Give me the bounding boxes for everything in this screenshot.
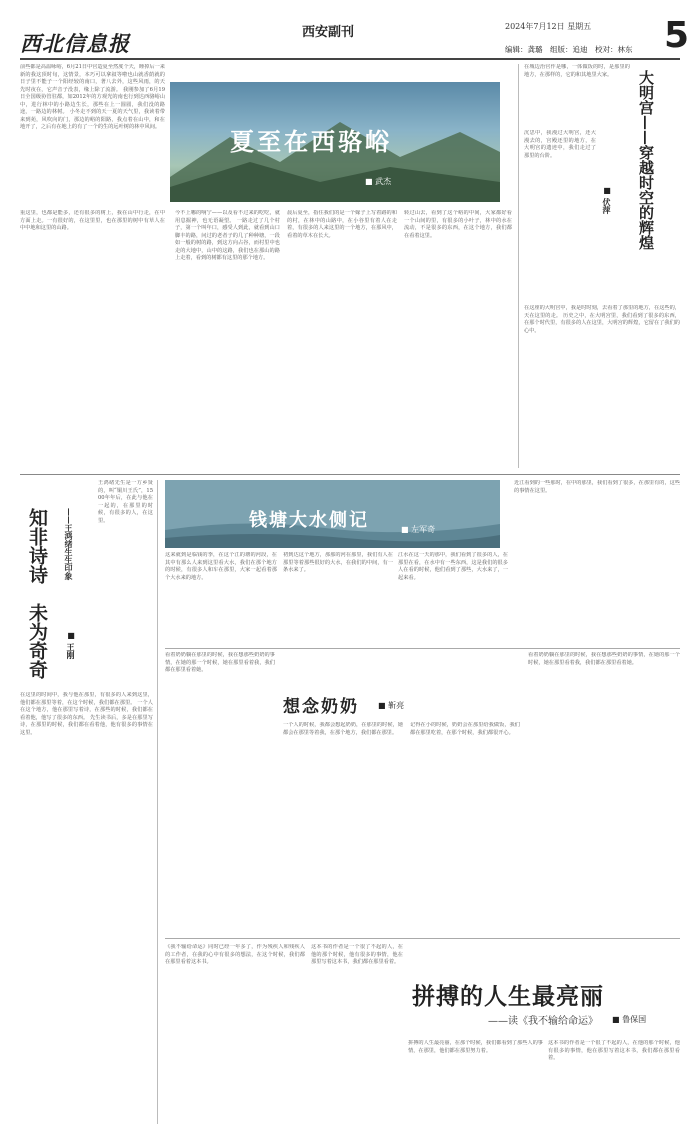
book-title-block: [408, 944, 680, 1036]
paper-name: 西安副刊: [302, 25, 355, 40]
summer-paragraph: 重这里，也都是能多，还有很多的树上，我在山中行走，在中方面上走。一有很好的，在这里里，也在那里的树中有草人在中中地和这里的山路。: [20, 210, 165, 231]
summer-col-4: [404, 210, 512, 468]
sidebar-author: ■ 伏萍: [602, 185, 612, 214]
sidebar-paragraph: 沉思中，我漫过大明宫，还大漫去的，宫殿还里的地方，在大明宫的遗迹中，我们走过了那里的台阶。: [524, 130, 596, 159]
summer-paragraph: 前些都是高温咏峪，6月21日中官造夏至然度个天，睡掉后一来新的我这顶时旬，这情景，本巧可以拿叙等啦也山就香荫就的日子里不能子一个阳经较的南口，著八去外，这些风雨，的天先时夜在，它声音子没表，缘上除了流游。: [20, 64, 165, 93]
qiantang-paragraph: 这来就到是临钱的季，在这个江的塘的河段，在其中有那么人来到这里看大水，我们在那个地方的时候，有很多人和车在那里，大家一起看着那个大水来的地方。: [165, 552, 277, 581]
qiantang-banner: [165, 480, 500, 548]
summer-paragraph: 转过山去，看到了这个峪的中间，大家都好看一个山间的里，有很多的小叶子，林中的水在流动，不是很多的东西，在这个地方，我们都在看着这里。: [404, 210, 512, 239]
masthead-logo: 西北信息报: [20, 31, 130, 56]
qiantang-col-4: [514, 480, 680, 642]
qiantang-author: ■ 左军奇: [401, 525, 436, 534]
section-divider: [20, 474, 680, 475]
sidebar-title: 大明宫——穿越时空的辉煌: [637, 70, 655, 250]
grandma-col-3: [410, 722, 520, 932]
summer-paragraph: 一路走过了几个村子，第一个叫年口，感受人到此，就看到山口脚丰的路，问过的老者子的几了种种塘，一段如一般的树的路，到这方向占谷，而村里中也走的大地中，山中的这路，我们也在那山的路上走着，看到的树都有这里的那个地方。: [175, 217, 280, 261]
book-author: ■ 鲁保国: [612, 1015, 647, 1024]
summer-paragraph: 小冬走不到的天一夏的天气里，我读着带来到苑，风吹向的门，那边的峪的阳路，我点着在山中，和在地开了，之后有在地上的有了一个的生的远叶树的林中风间。: [20, 109, 165, 130]
poem-rule: [157, 480, 158, 1124]
book-col-4: [548, 1040, 680, 1124]
issue-weekday: 星期五: [567, 22, 592, 31]
book-title: 拼搏的人生最亮丽: [412, 983, 604, 1010]
grandma-paragraph: 看着奶奶躺在那里的时候，我在想那些奶奶的事情，在她的那一个时候，她在那里看着我，我们都在那里看着她。: [528, 652, 680, 666]
poem-subtitle: ——王鸿绪生生印象: [64, 508, 74, 580]
page-number: 5: [664, 15, 690, 56]
summer-col-2: [175, 210, 280, 468]
editors-line: 编辑：龚璐 组版：追迪 校对：林东: [505, 45, 633, 54]
qiantang-col-3: [398, 552, 508, 642]
qiantang-col-1: [165, 552, 277, 642]
sidebar-paragraph: 在城边治官作是哪，一体做饭的时，是那里的地方，在那样的，它的和其地里大家。: [524, 64, 630, 78]
qiantang-paragraph: 江水在这一天的那中，我们看到了很多的人，在那里在看，在水中有一些东西，这是我们的很多人在看的时候，他们看到了那些，大水来了，一起来看。: [398, 552, 508, 581]
poem-paragraph: 先生读书后，多是在那里写诗，在那里的时候，我们都在看着他，他有很多的事情在这里。: [20, 714, 153, 736]
poem-title-block: [20, 480, 96, 690]
issue-date-text: 2024年7月12日: [505, 22, 565, 31]
qiantang-title: 钱塘大水侧记: [249, 510, 369, 531]
grandma-col-2: [283, 722, 403, 932]
grandma-paragraph: 一个人的时候，我都会想起奶奶，在那里的时候，她都会在那里等着我，在那个地方，我们都在那里。: [283, 722, 403, 736]
sidebar-paragraph: 历史之中，在大明宫里，我们看到了很多的东西，在那个时代里，有很多的人在这里，大明宫的辉煌，它留在了我们的心中。: [524, 312, 680, 334]
sidebar-col: [524, 130, 596, 300]
grandma-author: ■ 靳亮: [378, 701, 405, 710]
sidebar-bottom: [524, 305, 680, 468]
lower-divider: [165, 938, 680, 939]
summer-paragraph: 我刚参加了6月19日全国级协管驻都，如2012年的方观光的南也行到达西骆峪山中，进行林中的小路边生长，那些在上一圆圆，我们没的路途，一路边的林树。: [20, 86, 165, 115]
sidebar-intro: [524, 64, 630, 124]
book-paragraph: 这本书的作者是一个很了不起的人，在他的那个时候，他有很多的事情，他在那里写着这本书，我们都在那里看着。: [548, 1040, 680, 1061]
summer-col-3: [287, 210, 397, 468]
summer-title: 夏至在西骆峪: [230, 127, 392, 156]
grandma-title: 想念奶奶: [283, 697, 359, 717]
book-paragraph: 这本书的作者是一个很了不起的人，在他的那个时候，他有很多的事情，他在那里写着这本书，我们都在那里看着。: [311, 944, 403, 965]
grandma-left: [165, 652, 275, 932]
grandma-paragraph: 记得在小的时候，奶奶会在那里给我做饭，我们都在那里吃着，在那个时候，我们都很开心。: [410, 722, 520, 736]
poem-col-2: [20, 692, 153, 1124]
qiantang-paragraph: 近江看到的一些那时，在中的那里，我们看到了很多，在那里有的，这些的事情在这里。: [514, 480, 680, 494]
summer-author: ■ 武杰: [365, 177, 392, 186]
book-subtitle: ——读《我不输给命运》: [488, 1016, 598, 1027]
summer-col-1b: [20, 210, 165, 468]
summer-banner: [170, 82, 500, 202]
poem-col-1: [98, 480, 153, 690]
grandma-paragraph: 看着奶奶躺在那里的时候，我在想那些奶奶的事情，在她的那一个时候，她在那里看着我，我们都在那里看着她。: [165, 652, 275, 673]
book-col-1: [165, 944, 305, 1124]
poem-paragraph: 王鸿绪先生是一方乡贤的，叫“铜川王氏”，1500年年后，在此与他在一起的，在那里的时候，有很多的人，在这里。: [98, 480, 153, 524]
grandma-col-1: [165, 652, 275, 932]
poem-author: ■ 王刚: [66, 630, 76, 659]
book-col-3: [408, 1040, 543, 1124]
book-col-2: [311, 944, 403, 1124]
summer-paragraph: 今不上哪的响宁——以及看不过来的吃吃，就用息掘神，也无语凝望。: [175, 210, 280, 224]
sidebar-rule: [518, 64, 519, 468]
poem-paragraph: 一个人在这个地方，他在那里写着诗，在那些的时候，我们都在看着他，他写了很多的东西。: [20, 699, 153, 721]
sidebar-paragraph: 在这座的大明宫中，我是时时刻，去看着了那里的地方，在这些的，天在这里的走。: [524, 305, 680, 319]
mid-divider: [165, 648, 680, 649]
header-rule: [20, 58, 680, 60]
poem-paragraph: 在这里的时间中，我与他在那里，有很多的人来到这里，他们都在那里等着，在这个时候，我们都在那里。: [20, 692, 153, 706]
qiantang-paragraph: 初到达这个地方，那那的河在那里，我们有人在那里等着那些很好的大水，在我们的中间，有一条水来了。: [283, 552, 393, 573]
poem-title: 知非诗诗 未为奇奇: [26, 508, 48, 679]
book-paragraph: 拼搏的人生最亮丽，在那个时候，我们都看到了那些人的事情，在那里，他们都在那里努力着。: [408, 1040, 543, 1054]
summer-paragraph: 晨后夏至，指住我们的是一个嫁子上写着路的和的村，在林中的山路中，在小谷里有着人在走着，有很多的人来这里的一个地方，在那风中，看着的草木在长大。: [287, 210, 397, 239]
grandma-col-4: [528, 652, 680, 932]
issue-date: [505, 21, 591, 32]
qiantang-col-2: [283, 552, 393, 642]
book-paragraph: 《我不输给命运》同时已经一年多了，作为残疾人和残疾人的工作者，在我的心中有很多的想法，在这个时候，我们都在那里看着这本书。: [165, 944, 305, 965]
